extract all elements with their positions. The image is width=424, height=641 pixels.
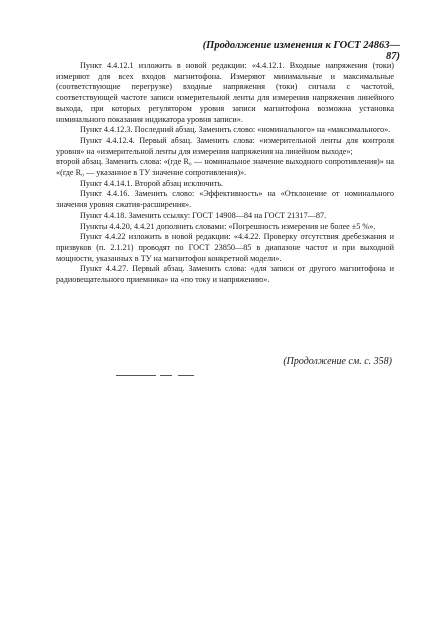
divider-line xyxy=(160,375,172,376)
paragraph: Пункт 4.4.27. Первый абзац. Заменить слова: «для записи от другого магнитофона и радиовещательного приемника» на «по току и напряжению». xyxy=(56,264,394,285)
paragraph: Пункты 4.4.20, 4.4.21 дополнить словами: «Погрешность измерения не более ±5 %». xyxy=(80,221,376,231)
paragraph: Пункт 4.4.22 изложить в новой редакции: «4.4.22. Проверку отсутствия дребезжания и призвуков (п. 2.1.21) проводят по ГОСТ 23850—85 в диапазоне частот и при выходной мощности, указанных в ТУ на магнитофон конкретной модели». xyxy=(56,232,394,263)
paragraph: Пункт 4.4.12.1 изложить в новой редакции: «4.4.12.1. Входные напряжения (токи) измеряют для всех входов магнитофона. Измеряют минимальные и максимальные (соответствующие перегрузке) входные напряжения (токи) сигнала с частотой, соответствующей частоте записи измерительной ленты для измерения напряжения линейного выхода, при которых регулятором уровня записи магнитофона возможна установка номинального показания индикатора уровня записи». xyxy=(56,61,394,124)
paragraph: Пункт 4.4.14.1. Второй абзац исключить. xyxy=(80,178,224,188)
page-header: (Продолжение изменения к ГОСТ 24863—87) xyxy=(202,40,400,62)
paragraph: Пункт 4.4.16. Заменить слово: «Эффективность» на «Отклонение от номинального значения уровня сжатия-расширения». xyxy=(56,189,394,210)
paragraph: второй абзац. Заменить слова: «(где R₀ — номинальное значение выходного сопротивления)» на «(где R₀ — указанное в ТУ значение сопротивления)». xyxy=(56,157,394,178)
document-body xyxy=(56,61,394,286)
paragraph: Пункт 4.4.12.3. Последний абзац. Заменить слово: «номинального» на «максимального». xyxy=(80,125,391,135)
continuation-note: (Продолжение см. с. 358) xyxy=(283,356,392,367)
paragraph: Пункт 4.4.18. Заменить ссылку: ГОСТ 14908—84 на ГОСТ 21317—87. xyxy=(80,210,327,220)
divider-line xyxy=(178,375,194,376)
paragraph: Пункт 4.4.12.4. Первый абзац. Заменить слова: «измерительной ленты для контроля уровня» на «измерительной ленты для измерения напряжения на линейном выходе»; xyxy=(56,135,394,156)
divider-line xyxy=(116,375,156,376)
